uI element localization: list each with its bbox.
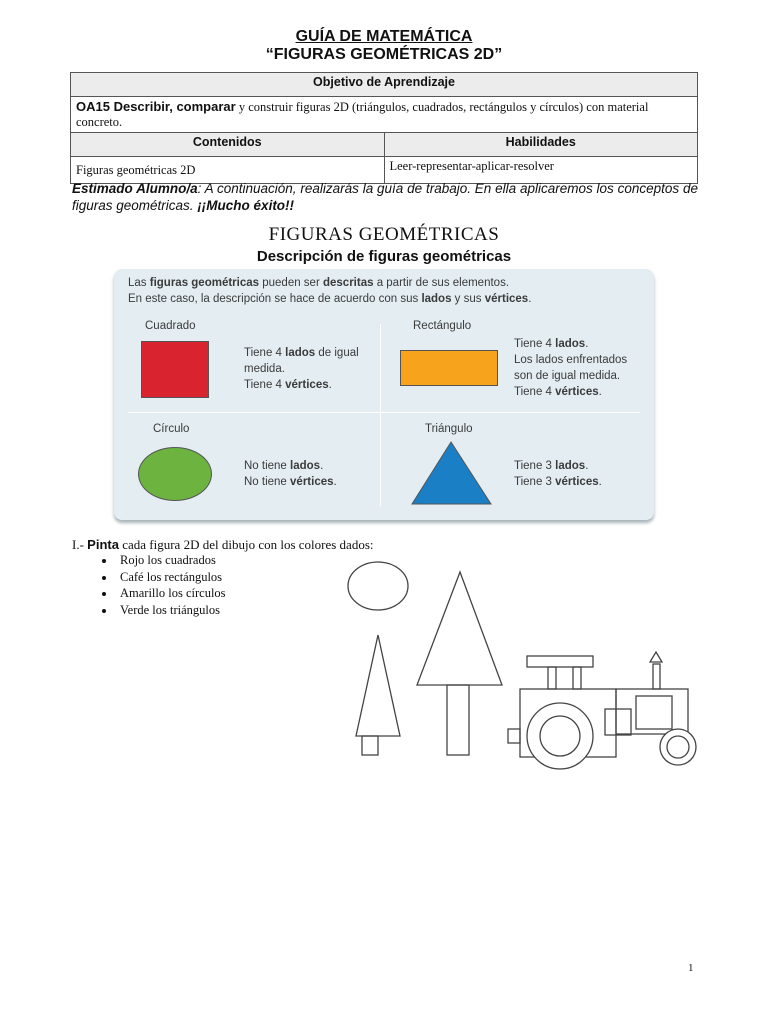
- rectangle-description: Tiene 4 lados. Los lados enfrentados son de igual medida. Tiene 4 vértices.: [514, 338, 628, 398]
- color-instructions-list: [72, 552, 226, 618]
- objective-table: [70, 72, 698, 184]
- coloring-small-trunk: [362, 736, 378, 755]
- rectangle-label: Rectángulo: [413, 320, 472, 332]
- coloring-big-trunk: [447, 685, 469, 755]
- triangle-description: Tiene 3 lados. Tiene 3 vértices.: [514, 460, 602, 488]
- intro-text: : A continuación, realizarás la guía de trabajo. En ella aplicaremos los conceptos de figuras geométricas.: [72, 181, 699, 213]
- contents-value: Figuras geométricas 2D: [71, 157, 385, 184]
- circle-description: No tiene lados. No tiene vértices.: [244, 460, 337, 488]
- coloring-circle: [348, 562, 408, 610]
- coloring-tractor-hitch: [508, 729, 520, 743]
- panel-intro-line-1: Las figuras geométricas pueden ser descritas a partir de sus elementos.: [128, 277, 510, 289]
- section-title: FIGURAS GEOMÉTRICAS: [268, 224, 500, 245]
- skills-value: Leer-representar-aplicar-resolver: [384, 157, 698, 184]
- coloring-tractor-post: [573, 667, 581, 689]
- coloring-tractor-grill: [636, 696, 672, 729]
- triangle-label: Triángulo: [425, 423, 473, 435]
- contents-header: Contenidos: [71, 133, 385, 157]
- panel-divider-horizontal: [128, 412, 640, 413]
- intro-greeting: Estimado Alumno/a: [72, 181, 198, 196]
- section-subtitle: Descripción de figuras geométricas: [256, 248, 512, 265]
- circle-label: Círculo: [153, 423, 190, 435]
- coloring-tractor-window: [605, 709, 631, 735]
- objective-cell: [71, 97, 698, 133]
- panel-intro-line-2: En este caso, la descripción se hace de acuerdo con sus lados y sus vértices.: [128, 293, 532, 305]
- square-description: Tiene 4 lados de igual medida. Tiene 4 vértices.: [244, 347, 359, 391]
- list-item: • Café los rectángulos: [116, 569, 226, 586]
- list-item: • Amarillo los círculos: [116, 585, 226, 602]
- coloring-drawing: [330, 555, 710, 770]
- page-number: 1: [688, 962, 694, 974]
- intro-paragraph: [72, 180, 698, 214]
- panel-divider-vertical: [380, 324, 381, 506]
- guide-subtitle: “FIGURAS GEOMÉTRICAS 2D”: [265, 46, 503, 63]
- coloring-tractor-exhaust: [653, 664, 660, 689]
- green-circle-shape: [138, 447, 212, 501]
- shapes-description-panel: [114, 269, 654, 520]
- coloring-big-triangle: [417, 572, 502, 685]
- skills-header: Habilidades: [384, 133, 698, 157]
- blue-triangle-shape: [410, 439, 494, 507]
- coloring-tractor-rear-wheel: [527, 703, 593, 769]
- intro-closing: ¡¡Mucho éxito!!: [197, 198, 295, 213]
- objective-code: OA15 Describir, comparar: [76, 99, 236, 114]
- square-label: Cuadrado: [145, 320, 196, 332]
- coloring-tractor-exhaust-tip: [650, 652, 662, 662]
- objective-text: y construir figuras 2D (triángulos, cuadrados, rectángulos y círculos) con material concreto.: [76, 100, 649, 129]
- exercise-instruction: I.- Pinta cada figura 2D del dibujo con los colores dados:: [72, 537, 374, 552]
- orange-rectangle-shape: [400, 350, 498, 386]
- coloring-small-triangle: [356, 635, 400, 736]
- guide-title: GUÍA DE MATEMÁTICA: [295, 28, 473, 45]
- coloring-tractor-front-wheel: [660, 729, 696, 765]
- coloring-tractor-roof: [527, 656, 593, 667]
- list-item: • Verde los triángulos: [116, 602, 226, 619]
- list-item: • Rojo los cuadrados: [116, 552, 226, 569]
- red-square-shape: [141, 341, 209, 398]
- objective-header: Objetivo de Aprendizaje: [71, 73, 698, 97]
- coloring-tractor-post: [548, 667, 556, 689]
